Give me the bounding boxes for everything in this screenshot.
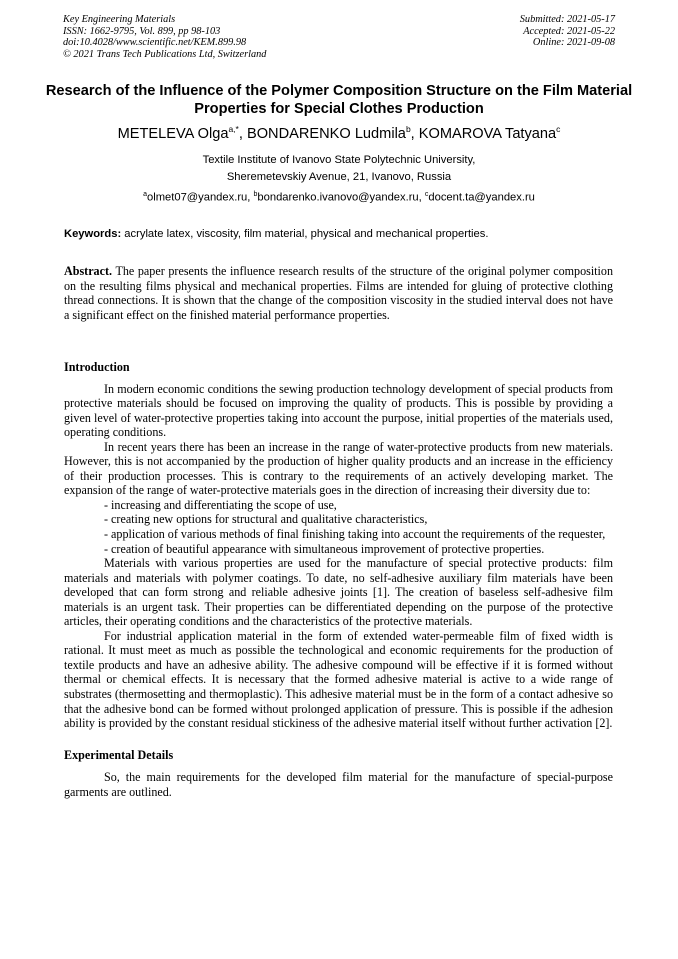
journal-issn: ISSN: 1662-9795, Vol. 899, pp 98-103 bbox=[63, 25, 221, 37]
list-item: - increasing and differentiating the scope of use, bbox=[104, 497, 337, 512]
date-accepted: Accepted: 2021-05-22 bbox=[523, 25, 615, 37]
email-mark: b bbox=[253, 191, 258, 198]
author-name: METELEVA Olga bbox=[117, 125, 229, 142]
affiliation bbox=[60, 152, 618, 185]
author-list bbox=[20, 124, 658, 142]
journal-name: Key Engineering Materials bbox=[63, 14, 176, 25]
paragraph: So, the main requirements for the developed film material for the manufacture of special-purpose garments are outlined. bbox=[64, 770, 613, 799]
affiliation-line: Textile Institute of Ivanovo State Polytechnic University, bbox=[202, 154, 476, 166]
list-item: - application of various methods of final finishing taking into account the requirements of the requester, bbox=[104, 527, 606, 542]
paragraph: In modern economic conditions the sewing production technology development of special products from protective materials should be focused on improving the quality of products. This is possible by providing a given level of water-protective properties taking into account the purpose, initial properties of the materials used, operating conditions. bbox=[64, 381, 613, 440]
author-affil-mark: c bbox=[556, 124, 561, 134]
journal-doi: doi:10.4028/www.scientific.net/KEM.899.98 bbox=[63, 37, 247, 49]
list-item: - creating new options for structural and qualitative characteristics, bbox=[104, 512, 428, 527]
email-mark: a bbox=[143, 191, 147, 198]
paper-title: Research of the Influence of the Polymer Composition Structure on the Film Material Properties for Special Clothes Production bbox=[45, 83, 633, 117]
email-link[interactable]: docent.ta@yandex.ru bbox=[428, 191, 535, 204]
list-item: - creation of beautiful appearance with simultaneous improvement of protective properties. bbox=[104, 541, 545, 556]
paragraph: In recent years there has been an increase in the range of water-protective products from new materials. However, this is not accompanied by the production of higher quality products and an increase in the efficiency of their production processes. This is contrary to the requirements of an actively developing market. The expansion of the range of water-protective materials goes in the direction of increasing their diversity due to: bbox=[64, 439, 613, 498]
author-affil-mark: a,* bbox=[228, 124, 239, 134]
paragraph: For industrial application material in the form of extended water-permeable film of fixed width is rational. It must meet as much as possible the technological and economic requirements for the production of textile products and have an adhesive ability. The adhesive compound will be effective if it is formed without thermal or chemical effects. It is necessary that the formed adhesive material is active to a wide range of substrates (thermosetting and thermoplastic). This adhesive material must be in the form of a contact adhesive so that the adhesive bond can be formed without prolonged application of pressure. This is possible if the adhesion ability is provided by the constant residual stickiness of the adhesive material itself without further activation [2]. bbox=[64, 628, 613, 731]
keywords-text: acrylate latex, viscosity, film material, physical and mechanical properties. bbox=[121, 228, 489, 240]
author-name: KOMAROVA Tatyana bbox=[418, 125, 557, 142]
email-mark: c bbox=[424, 191, 429, 198]
author-name: BONDARENKO Ludmila bbox=[246, 125, 406, 142]
section-heading-experimental: Experimental Details bbox=[64, 747, 174, 762]
author-separator: , bbox=[410, 125, 419, 142]
date-online: Online: 2021-09-08 bbox=[532, 37, 615, 49]
email-list: $^a$olmet07@yandex.ru, $^b$bondarenko.ivanovo@yandex.ru, $^c$docent.ta@yandex.ru bbox=[143, 191, 535, 204]
author-affil-mark: b bbox=[405, 124, 411, 134]
abstract-text: The paper presents the influence research results of the structure of the original polymer composition on the resulting films physical and mechanical properties. Films are intended for gluing of protective clothing thread connections. It is shown that the change of the composition viscosity in the studied interval does not have a significant effect on the finished material performance properties. bbox=[64, 264, 613, 322]
dates-info bbox=[520, 14, 615, 49]
email-link[interactable]: bondarenko.ivanovo@yandex.ru bbox=[257, 191, 419, 204]
date-submitted: Submitted: 2021-05-17 bbox=[519, 14, 615, 25]
author-separator: , bbox=[238, 125, 247, 142]
abstract bbox=[64, 264, 613, 322]
email-link[interactable]: olmet07@yandex.ru bbox=[146, 191, 248, 204]
section-heading-introduction: Introduction bbox=[64, 360, 130, 374]
paragraph: Materials with various properties are used for the manufacture of special protective products: film materials and materials with polymer coatings. To date, no self-adhesive auxiliary film materials have been developed that can form strong and reliable adhesive joints [1]. The creation of baseless self-adhesive film materials is an urgent task. Their properties can be differentiated depending on the purpose of the protective articles, their operating conditions and the characteristics of the protective materials. bbox=[64, 556, 613, 629]
main-body bbox=[64, 360, 613, 799]
keywords bbox=[64, 228, 618, 240]
affiliation-line: Sheremetevskiy Avenue, 21, Ivanovo, Russia bbox=[226, 170, 452, 183]
abstract-label: Abstract. bbox=[64, 264, 113, 278]
keywords-label: Keywords: bbox=[64, 228, 122, 240]
journal-copyright: © 2021 Trans Tech Publications Ltd, Switzerland bbox=[63, 48, 267, 60]
journal-info bbox=[63, 14, 266, 60]
